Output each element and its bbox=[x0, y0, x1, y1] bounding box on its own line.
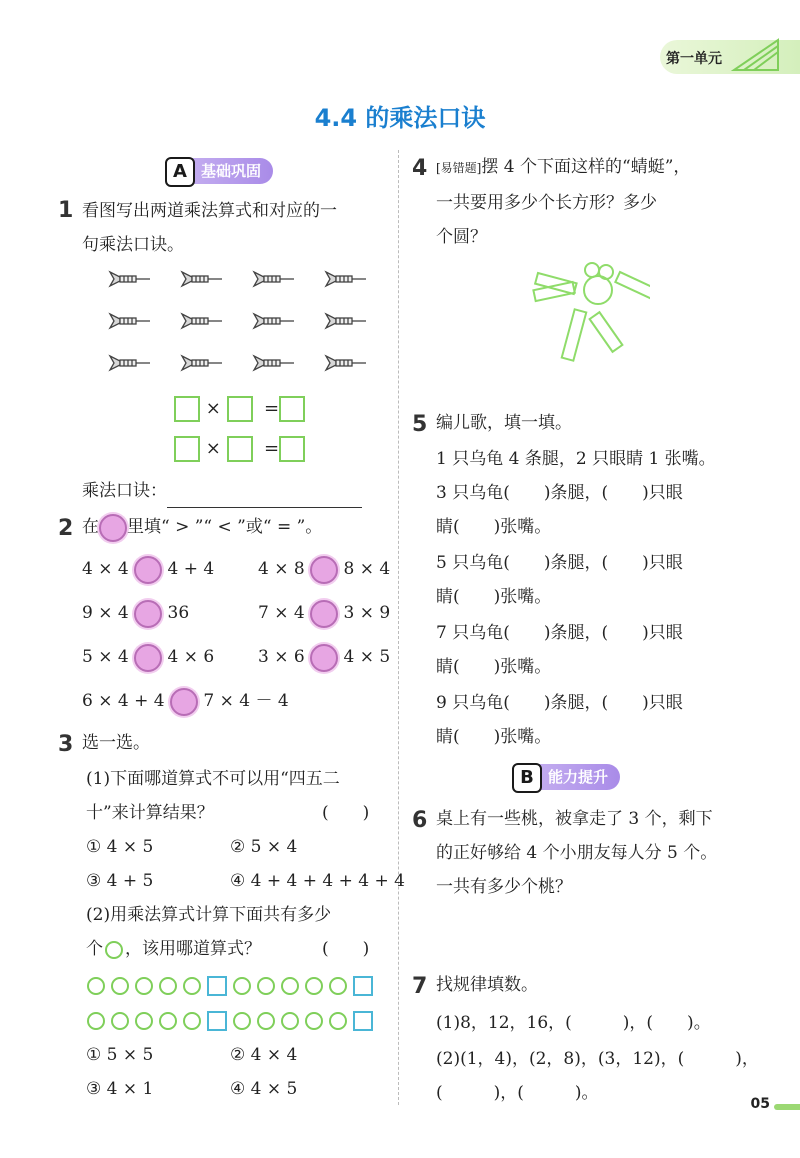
q3-p2-line2 bbox=[86, 932, 261, 966]
q2-prompt-post: 里填“ > ”“ < ”或“ = ”。 bbox=[127, 517, 323, 537]
shape-row-2 bbox=[84, 1010, 376, 1031]
section-b-letter: B bbox=[512, 763, 542, 793]
answer-box[interactable] bbox=[174, 396, 200, 422]
circle-icon bbox=[111, 1012, 129, 1030]
circle-icon bbox=[183, 1012, 201, 1030]
circle-icon bbox=[233, 977, 251, 995]
circle-icon bbox=[159, 977, 177, 995]
q5-row1b: 睛( )张嘴。 bbox=[436, 517, 552, 537]
compare-circle[interactable] bbox=[170, 688, 198, 716]
q2-item-6 bbox=[258, 640, 390, 674]
compare-circle[interactable] bbox=[310, 644, 338, 672]
q3-p1-opt4[interactable]: ④ 4 + 4 + 4 + 4 + 4 bbox=[230, 871, 405, 891]
q2-left: 3 × 6 bbox=[258, 647, 305, 667]
dart-icon bbox=[324, 310, 368, 336]
circle-icon bbox=[135, 1012, 153, 1030]
q2-prompt bbox=[82, 510, 322, 544]
q2-right: 4 × 5 bbox=[343, 647, 391, 667]
times-sign: × bbox=[205, 438, 221, 459]
triangle-decoration-icon bbox=[730, 36, 782, 72]
circle-icon bbox=[257, 1012, 275, 1030]
q3-p2-line1: (2)用乘法算式计算下面共有多少 bbox=[86, 905, 332, 925]
compare-circle[interactable] bbox=[310, 600, 338, 628]
q3-p1-opt2[interactable]: ② 5 × 4 bbox=[230, 837, 298, 857]
q4-line3: 个圆？ bbox=[436, 227, 487, 247]
q2-number: 2 bbox=[58, 516, 74, 541]
circle-icon bbox=[87, 1012, 105, 1030]
dart-icon bbox=[180, 352, 224, 378]
q7-line2: (2)(1，4)，(2，8)，(3，12)，( )， bbox=[436, 1049, 759, 1069]
dart-row bbox=[108, 268, 368, 294]
q3-p2-post: ，该用哪道算式？ bbox=[125, 939, 261, 959]
circle-icon bbox=[281, 1012, 299, 1030]
shape-row-1 bbox=[84, 975, 376, 996]
q5-row3a: 7 只乌龟( )条腿，( )只眼 bbox=[436, 623, 683, 643]
dart-icon bbox=[324, 268, 368, 294]
q3-p1-opt3[interactable]: ③ 4 + 5 bbox=[86, 871, 154, 891]
q4-line1-text: 摆 4 个下面这样的“蜻蜓”， bbox=[481, 157, 691, 177]
q2-right: 3 × 9 bbox=[343, 603, 391, 623]
section-b-label: 能力提升 bbox=[548, 768, 609, 786]
q2-left: 6 × 4 + 4 bbox=[82, 691, 165, 711]
q5-row1a: 3 只乌龟( )条腿，( )只眼 bbox=[436, 483, 683, 503]
q5-row3b: 睛( )张嘴。 bbox=[436, 657, 552, 677]
q5-row2b: 睛( )张嘴。 bbox=[436, 587, 552, 607]
dart-icon bbox=[252, 268, 296, 294]
circle-icon bbox=[305, 977, 323, 995]
column-divider bbox=[398, 150, 399, 1105]
q2-left: 4 × 4 bbox=[82, 559, 129, 579]
circle-icon bbox=[135, 977, 153, 995]
q1-number: 1 bbox=[58, 198, 74, 223]
q2-left: 9 × 4 bbox=[82, 603, 129, 623]
q6-line1: 桌上有一些桃，被拿走了 3 个，剩下 bbox=[436, 809, 713, 829]
square-icon bbox=[207, 976, 227, 996]
q2-right: 4 × 6 bbox=[167, 647, 215, 667]
compare-circle[interactable] bbox=[134, 600, 162, 628]
q5-title: 编儿歌，填一填。 bbox=[436, 413, 572, 433]
times-sign: × bbox=[205, 398, 221, 419]
circle-icon bbox=[281, 977, 299, 995]
q6-number: 6 bbox=[412, 808, 428, 833]
unit-label: 第一单元 bbox=[666, 51, 722, 67]
section-a-badge bbox=[165, 158, 273, 184]
q2-item-7 bbox=[82, 684, 289, 718]
dart-icon bbox=[180, 268, 224, 294]
q2-item-5 bbox=[82, 640, 214, 674]
square-icon bbox=[353, 1011, 373, 1031]
q6-line3: 一共有多少个桃？ bbox=[436, 877, 572, 897]
dart-icon bbox=[252, 310, 296, 336]
dart-icon bbox=[108, 310, 152, 336]
q5-row2a: 5 只乌龟( )条腿，( )只眼 bbox=[436, 553, 683, 573]
q6-line2: 的正好够给 4 个小朋友每人分 5 个。 bbox=[436, 843, 718, 863]
equals-sign: = bbox=[264, 438, 280, 459]
q2-left: 7 × 4 bbox=[258, 603, 305, 623]
q4-number: 4 bbox=[412, 156, 428, 181]
q1-equation-2 bbox=[174, 436, 305, 462]
answer-box[interactable] bbox=[174, 436, 200, 462]
answer-box[interactable] bbox=[227, 436, 253, 462]
q2-right: 36 bbox=[167, 603, 190, 623]
dart-row bbox=[108, 352, 368, 378]
q5-number: 5 bbox=[412, 412, 428, 437]
q2-item-4 bbox=[258, 596, 390, 630]
q3-p2-opt2[interactable]: ② 4 × 4 bbox=[230, 1045, 298, 1065]
square-icon bbox=[207, 1011, 227, 1031]
q1-equation-1 bbox=[174, 396, 305, 422]
q5-line1: 1 只乌龟 4 条腿，2 只眼睛 1 张嘴。 bbox=[436, 449, 716, 469]
dart-row bbox=[108, 310, 368, 336]
q2-prompt-pre: 在 bbox=[82, 517, 99, 537]
circle-icon bbox=[233, 1012, 251, 1030]
q3-p2-opt4[interactable]: ④ 4 × 5 bbox=[230, 1079, 298, 1099]
flower-icon bbox=[99, 514, 127, 542]
page-title: 4.4 的乘法口诀 bbox=[314, 104, 486, 132]
dart-icon bbox=[108, 268, 152, 294]
q3-p1-answer[interactable]: ( ) bbox=[322, 803, 370, 823]
square-icon bbox=[353, 976, 373, 996]
q4-tag: [易错题] bbox=[436, 161, 482, 175]
q1-line1: 看图写出两道乘法算式和对应的一 bbox=[82, 201, 337, 221]
q5-row4b: 睛( )张嘴。 bbox=[436, 727, 552, 747]
section-b-badge bbox=[512, 764, 620, 790]
equals-sign: = bbox=[264, 398, 280, 419]
compare-circle[interactable] bbox=[134, 644, 162, 672]
q2-right: 8 × 4 bbox=[343, 559, 391, 579]
q3-p1-line2: 十”来计算结果？ bbox=[86, 803, 214, 823]
circle-icon bbox=[87, 977, 105, 995]
answer-box[interactable] bbox=[227, 396, 253, 422]
circle-icon bbox=[305, 1012, 323, 1030]
q2-left: 5 × 4 bbox=[82, 647, 129, 667]
answer-box[interactable] bbox=[279, 436, 305, 462]
q2-item-3 bbox=[82, 596, 189, 630]
q1-koujue bbox=[82, 474, 362, 508]
dragonfly-figure bbox=[530, 258, 650, 366]
compare-circle[interactable] bbox=[134, 556, 162, 584]
q2-item-1 bbox=[82, 552, 214, 586]
q2-left: 4 × 8 bbox=[258, 559, 305, 579]
koujue-label: 乘法口诀： bbox=[82, 481, 167, 501]
q7-line1: (1)8，12，16，( )，( )。 bbox=[436, 1013, 711, 1033]
q2-right: 4 + 4 bbox=[167, 559, 215, 579]
q3-p1-opt1[interactable]: ① 4 × 5 bbox=[86, 837, 154, 857]
circle-icon bbox=[159, 1012, 177, 1030]
circle-icon bbox=[329, 977, 347, 995]
q5-row4a: 9 只乌龟( )条腿，( )只眼 bbox=[436, 693, 683, 713]
q3-p2-pre: 个 bbox=[86, 939, 103, 959]
circle-icon bbox=[329, 1012, 347, 1030]
q3-p2-opt1[interactable]: ① 5 × 5 bbox=[86, 1045, 154, 1065]
q4-line2: 一共要用多少个长方形？多少 bbox=[436, 193, 657, 213]
q7-number: 7 bbox=[412, 974, 428, 999]
q3-p2-opt3[interactable]: ③ 4 × 1 bbox=[86, 1079, 154, 1099]
page-bar bbox=[774, 1104, 800, 1110]
page-number: 05 bbox=[750, 1096, 770, 1112]
compare-circle[interactable] bbox=[310, 556, 338, 584]
q2-right: 7 × 4 － 4 bbox=[203, 691, 289, 711]
q3-p2-answer[interactable]: ( ) bbox=[322, 939, 370, 959]
q7-line3: ( )，( )。 bbox=[436, 1083, 599, 1103]
circle-icon bbox=[257, 977, 275, 995]
circle-icon bbox=[111, 977, 129, 995]
circle-icon bbox=[183, 977, 201, 995]
q1-line2: 句乘法口诀。 bbox=[82, 235, 184, 255]
q2-item-2 bbox=[258, 552, 390, 586]
koujue-answer-line[interactable] bbox=[167, 487, 362, 508]
q7-title: 找规律填数。 bbox=[436, 975, 538, 995]
dart-icon bbox=[324, 352, 368, 378]
q3-p1-line1: (1)下面哪道算式不可以用“四五二 bbox=[86, 769, 340, 789]
circle-icon bbox=[105, 941, 123, 959]
section-a-label: 基础巩固 bbox=[201, 162, 262, 180]
q4-line1 bbox=[436, 150, 690, 185]
dart-icon bbox=[180, 310, 224, 336]
q3-number: 3 bbox=[58, 732, 74, 757]
dart-icon bbox=[108, 352, 152, 378]
section-a-letter: A bbox=[165, 157, 195, 187]
dart-icon bbox=[252, 352, 296, 378]
answer-box[interactable] bbox=[279, 396, 305, 422]
q3-title: 选一选。 bbox=[82, 733, 150, 753]
